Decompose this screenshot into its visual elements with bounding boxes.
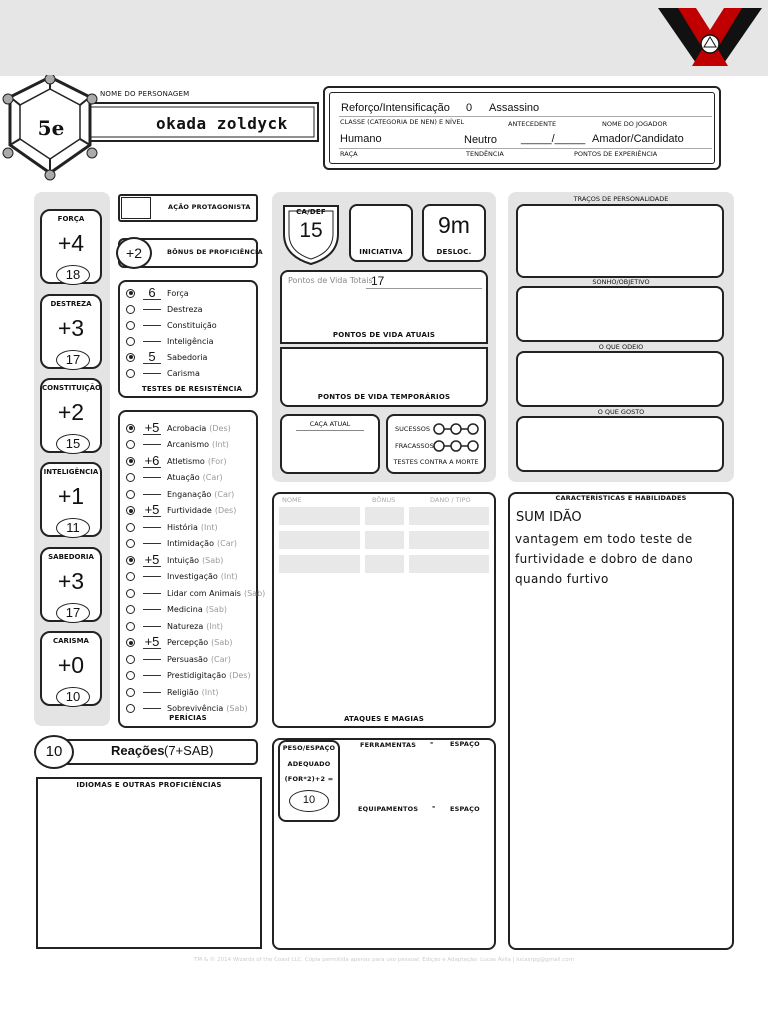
attack-1-name[interactable]	[279, 507, 360, 525]
skill-name: Acrobacia	[167, 423, 207, 433]
skill-name: Atletismo	[167, 456, 205, 466]
proficiency-radio[interactable]	[126, 605, 135, 614]
attribute-score[interactable]: 10	[56, 687, 90, 707]
skill-value[interactable]	[143, 527, 161, 528]
proficiency-radio[interactable]	[126, 337, 135, 346]
protagonist-checkbox[interactable]	[121, 197, 151, 219]
attribute-score[interactable]: 15	[56, 434, 90, 454]
proficiency-radio[interactable]	[126, 655, 135, 664]
alignment-value[interactable]: Neutro	[464, 134, 498, 146]
skill-value[interactable]: +5	[144, 502, 160, 517]
logo-5e: 5e	[37, 116, 65, 140]
skill-value[interactable]	[143, 626, 161, 627]
reactions-value[interactable]: 10	[34, 735, 74, 769]
hp-current-label: PONTOS DE VIDA ATUAIS	[332, 331, 436, 339]
equip-dash: -	[432, 802, 436, 811]
skill-name: Lidar com Animais	[167, 588, 241, 598]
background-label: ANTECEDENTE	[508, 120, 557, 128]
proficiency-radio[interactable]	[126, 671, 135, 680]
death-saves-label: TESTES CONTRA A MORTE	[393, 458, 479, 466]
skill-name: Religião	[167, 687, 199, 697]
skill-row	[126, 504, 236, 518]
skill-ability: (Car)	[210, 654, 231, 664]
saving-throw-value[interactable]	[143, 325, 161, 326]
dream-box[interactable]	[516, 286, 724, 342]
personality-box[interactable]	[516, 204, 724, 278]
weight-value[interactable]: 10	[289, 790, 329, 812]
attribute-score[interactable]: 11	[56, 518, 90, 538]
weight-label-3: (FOR*2)+2 =	[284, 775, 334, 783]
saving-throws-title: TESTES DE RESISTÊNCIA	[141, 385, 243, 393]
skill-value[interactable]: +5	[144, 551, 160, 567]
saving-throw-name: Força	[167, 288, 189, 298]
skill-ability: (Car)	[216, 539, 238, 548]
top-bar	[0, 0, 768, 76]
background-value[interactable]: Assassino	[489, 102, 540, 114]
speed-label: DESLOC.	[436, 248, 472, 256]
skill-value[interactable]	[143, 477, 161, 478]
footer-text: TM & © 2014 Wizards of the Coast LLC. Cópia permitida apenas para uso pessoal. Edição e Adaptação: Lucas Ávila | lucasrpg@gmail.com	[193, 957, 574, 963]
proficiency-radio[interactable]	[126, 572, 135, 581]
like-label: O QUE GOSTO	[597, 408, 645, 416]
attacks-title: ATAQUES E MAGIAS	[343, 715, 425, 723]
saving-throw-row	[126, 286, 189, 300]
attribute-modifier[interactable]: +1	[57, 483, 85, 509]
saving-throw-value[interactable]	[143, 309, 161, 310]
ac-label: CA/DEF	[296, 208, 326, 216]
dream-label: SONHO/OBJETIVO	[592, 278, 650, 286]
proficiency-radio[interactable]	[126, 305, 135, 314]
saving-throw-value[interactable]	[143, 373, 161, 374]
proficiency-radio[interactable]	[126, 490, 135, 499]
skill-name: Atuação	[167, 473, 200, 482]
character-name[interactable]: okada zoldyck	[156, 114, 288, 133]
skill-name: Intimidação	[167, 539, 214, 548]
ac-value[interactable]: 15	[299, 219, 323, 242]
skill-value[interactable]	[143, 708, 161, 709]
hate-box[interactable]	[516, 351, 724, 407]
tools-space: ESPAÇO	[450, 740, 480, 748]
skill-name: Natureza	[167, 621, 204, 631]
skill-row	[126, 636, 232, 650]
skill-ability: (Int)	[200, 522, 218, 532]
xp-value[interactable]: _____/_____	[521, 133, 586, 145]
xp-label: PONTOS DE EXPERIÊNCIA	[574, 150, 658, 158]
attacks-col-bonus: BÔNUS	[372, 496, 396, 504]
skill-name: Arcanismo	[167, 440, 210, 449]
skill-ability: (Int)	[206, 621, 224, 631]
saving-throw-value[interactable]	[143, 341, 161, 342]
skill-name: História	[167, 522, 198, 532]
skill-row	[126, 570, 238, 584]
saving-throw-name: Constituição	[167, 320, 217, 330]
attribute-modifier[interactable]: +4	[57, 230, 85, 256]
skill-value[interactable]	[143, 692, 161, 693]
skill-row	[126, 454, 227, 468]
attribute-label: CARISMA	[53, 637, 89, 645]
saving-throw-name: Destreza	[167, 304, 203, 314]
languages-label: IDIOMAS E OUTRAS PROFICIÊNCIAS	[76, 781, 222, 789]
skill-row	[126, 537, 237, 551]
skill-ability: (Int)	[201, 687, 219, 697]
skill-row	[126, 603, 227, 617]
skill-row	[126, 520, 218, 534]
skill-row	[126, 421, 231, 435]
attribute-box	[40, 209, 102, 284]
race-value[interactable]: Humano	[340, 133, 382, 145]
equip-label: EQUIPAMENTOS	[358, 805, 419, 813]
skill-row	[126, 487, 234, 501]
attack-3-name[interactable]	[279, 555, 360, 573]
saving-throw-row	[126, 366, 200, 380]
proficiency-radio[interactable]	[126, 539, 135, 548]
attribute-label: FORÇA	[57, 215, 85, 223]
feature-heading: SUM IDÃO	[516, 510, 582, 525]
proficiency-radio[interactable]	[126, 321, 135, 330]
saving-throw-name: Inteligência	[167, 336, 214, 346]
saving-throw-name: Sabedoria	[167, 352, 208, 362]
level-value[interactable]: 0	[466, 102, 473, 114]
attribute-label: SABEDORIA	[48, 553, 94, 561]
skill-row	[126, 652, 231, 666]
tools-label: FERRAMENTAS	[360, 741, 417, 749]
skill-name: Sobrevivência	[167, 704, 224, 713]
attack-2-name[interactable]	[279, 531, 360, 549]
attacks-box	[272, 492, 496, 728]
attack-1-damage[interactable]	[409, 507, 489, 525]
hp-total-value[interactable]: 17	[371, 274, 385, 288]
hunter-logo	[656, 4, 764, 70]
proficiency-value[interactable]: +2	[116, 237, 152, 269]
saving-throw-row	[126, 318, 217, 332]
skill-value[interactable]	[143, 444, 161, 445]
skill-name: Persuasão	[167, 654, 208, 664]
skill-ability: (Des)	[214, 506, 237, 515]
proficiency-radio[interactable]	[126, 704, 135, 713]
skill-row	[126, 553, 223, 567]
skill-value[interactable]	[143, 659, 161, 660]
skill-value[interactable]: +5	[144, 419, 160, 435]
attribute-score[interactable]: 17	[56, 350, 90, 370]
skill-name: Percepção	[167, 638, 209, 647]
languages-box[interactable]	[36, 777, 262, 949]
attribute-box	[40, 631, 102, 706]
saving-throw-name: Carisma	[167, 368, 200, 378]
attribute-modifier[interactable]: +3	[57, 568, 85, 594]
proficiency-radio[interactable]	[126, 369, 135, 378]
saving-throw-value[interactable]: 5	[143, 351, 161, 364]
attribute-score[interactable]: 17	[56, 603, 90, 623]
proficiency-radio[interactable]	[126, 457, 135, 466]
proficiency-radio[interactable]	[126, 424, 135, 433]
attribute-label: CONSTITUIÇÃO	[42, 384, 101, 392]
attribute-label: INTELIGÊNCIA	[43, 468, 99, 476]
proficiency-radio[interactable]	[126, 506, 135, 515]
skill-ability: (Sab)	[243, 588, 266, 598]
hate-label: O QUE ODEIO	[598, 343, 644, 351]
skill-ability: (Sab)	[226, 704, 248, 713]
attack-1-bonus[interactable]	[365, 507, 404, 525]
saving-throw-row	[126, 350, 207, 364]
proficiency-radio[interactable]	[126, 353, 135, 362]
skill-ability: (Int)	[220, 572, 238, 581]
proficiency-radio[interactable]	[126, 440, 135, 449]
weight-label-1: PESO/ESPAÇO	[282, 744, 336, 752]
skill-value[interactable]	[143, 593, 161, 594]
skill-value[interactable]	[143, 609, 161, 610]
skill-name: Prestidigitação	[167, 671, 227, 680]
death-save-circles[interactable]	[432, 422, 480, 454]
feature-line: furtividade e dobro de dano	[515, 552, 694, 566]
skill-ability: (Sab)	[205, 605, 228, 614]
attribute-modifier[interactable]: +0	[57, 652, 85, 678]
skill-name: Investigação	[167, 572, 218, 581]
attack-3-damage[interactable]	[409, 555, 489, 573]
skill-ability: (Int)	[212, 440, 229, 449]
proficiency-radio[interactable]	[126, 523, 135, 532]
proficiency-label: BÔNUS DE PROFICIÊNCIA	[167, 248, 263, 256]
hunt-label: CAÇA ATUAL	[309, 420, 351, 428]
speed-value: 9m	[438, 212, 470, 238]
attribute-box	[40, 294, 102, 369]
player-value[interactable]: Amador/Candidato	[592, 133, 684, 145]
feature-line: quando furtivo	[515, 572, 609, 586]
skill-value[interactable]: +6	[144, 452, 160, 468]
class-label: CLASSE (CATEGORIA DE NEN) E NÍVEL	[340, 118, 465, 126]
player-label: NOME DO JOGADOR	[602, 120, 668, 128]
saving-throw-value[interactable]: 6	[143, 287, 161, 300]
alignment-label: TENDÊNCIA	[466, 150, 504, 158]
weight-label-2: ADEQUADO	[287, 760, 331, 768]
hp-total-label: Pontos de Vida Totais	[288, 276, 373, 285]
proficiency-radio[interactable]	[126, 622, 135, 631]
skills-title: PERÍCIAS	[169, 714, 207, 722]
skill-row	[126, 438, 229, 452]
proficiency-radio[interactable]	[126, 638, 135, 647]
name-label: NOME DO PERSONAGEM	[100, 90, 190, 98]
skill-ability: (Des)	[209, 423, 231, 433]
personality-label: TRAÇOS DE PERSONALIDADE	[573, 195, 669, 203]
skill-row	[126, 619, 223, 633]
skill-ability: (Des)	[229, 671, 251, 680]
attribute-box	[40, 462, 102, 537]
attribute-modifier[interactable]: +2	[57, 399, 85, 425]
skill-ability: (Car)	[202, 473, 223, 482]
saving-throw-row	[126, 302, 203, 316]
attribute-box	[40, 378, 102, 453]
skill-value[interactable]	[143, 576, 161, 577]
skill-value[interactable]	[143, 675, 161, 676]
reactions-label: Reações	[111, 743, 165, 758]
attribute-label: DESTREZA	[50, 300, 92, 308]
protagonist-label: AÇÃO PROTAGONISTA	[168, 203, 251, 211]
attribute-score[interactable]: 18	[56, 265, 90, 285]
features-title: CARACTERÍSTICAS E HABILIDADES	[555, 494, 687, 502]
class-value[interactable]: Reforço/Intensificação	[341, 102, 450, 114]
skill-name: Medicina	[167, 605, 203, 614]
proficiency-radio[interactable]	[126, 289, 135, 298]
proficiency-radio[interactable]	[126, 473, 135, 482]
saving-throw-row	[126, 334, 214, 348]
hp-temp-label: PONTOS DE VIDA TEMPORÁRIOS	[317, 393, 451, 401]
tools-dash: -	[430, 738, 434, 747]
fail-label: FRACASSOS	[395, 442, 434, 450]
skill-row	[126, 685, 218, 699]
feature-text	[515, 529, 693, 589]
initiative-label: INICIATIVA	[359, 248, 403, 256]
proficiency-radio[interactable]	[126, 589, 135, 598]
skill-ability: (For)	[207, 456, 227, 466]
reactions-note: (7+SAB)	[164, 743, 214, 758]
skill-ability: (Sab)	[202, 555, 224, 565]
skill-name: Intuição	[167, 555, 200, 565]
skill-value[interactable]	[143, 543, 161, 544]
skill-row	[126, 586, 265, 600]
attack-2-damage[interactable]	[409, 531, 489, 549]
skill-ability: (Car)	[214, 489, 235, 499]
attack-3-bonus[interactable]	[365, 555, 404, 573]
skill-ability: (Sab)	[211, 638, 233, 647]
skill-value[interactable]	[143, 494, 161, 495]
feature-line: vantagem em todo teste de	[515, 532, 693, 546]
attribute-modifier[interactable]: +3	[57, 315, 85, 341]
proficiency-radio[interactable]	[126, 556, 135, 565]
attack-2-bonus[interactable]	[365, 531, 404, 549]
like-box[interactable]	[516, 416, 724, 472]
attribute-box	[40, 547, 102, 622]
skill-name: Furtividade	[167, 506, 212, 515]
attacks-col-damage: DANO / TIPO	[430, 496, 471, 504]
proficiency-radio[interactable]	[126, 688, 135, 697]
skill-name: Enganação	[167, 489, 212, 499]
skill-row	[126, 471, 223, 485]
equip-space: ESPAÇO	[450, 805, 480, 813]
race-label: RAÇA	[340, 150, 358, 158]
success-label: SUCESSOS	[395, 425, 431, 433]
attacks-col-name: NOME	[282, 496, 302, 504]
skill-value[interactable]: +5	[144, 634, 160, 649]
skill-row	[126, 669, 251, 683]
